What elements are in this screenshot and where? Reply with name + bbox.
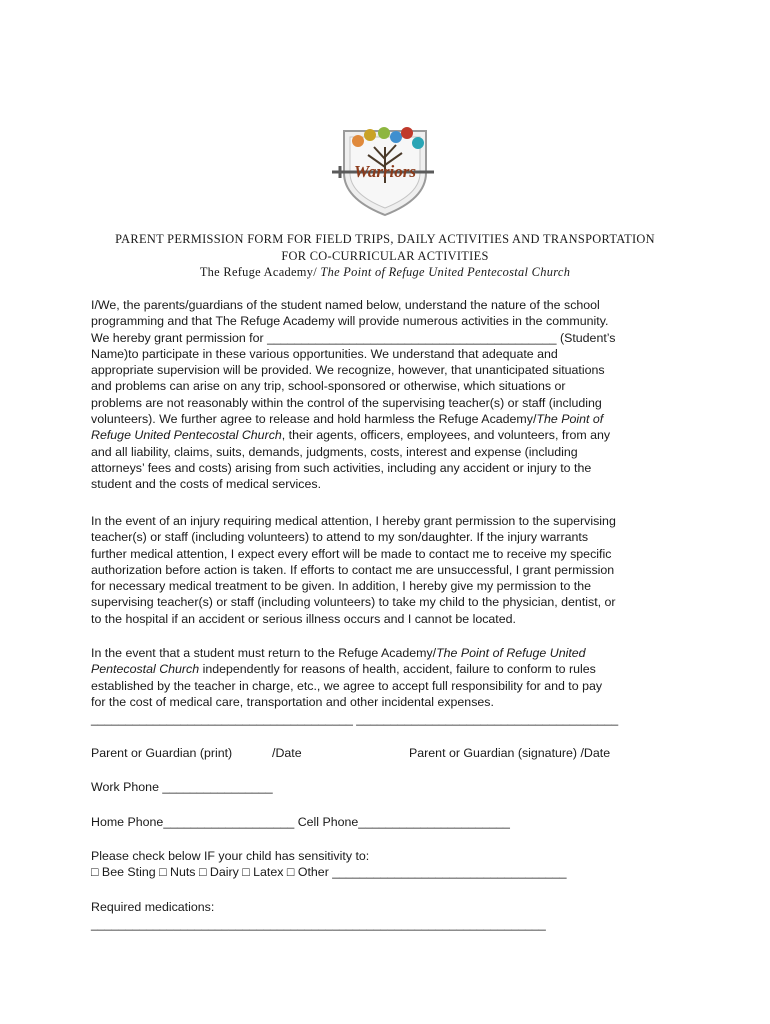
text-line [91, 645, 691, 661]
return-paragraph [91, 645, 691, 710]
form-title-line1: PARENT PERMISSION FORM FOR FIELD TRIPS, DAILY ACTIVITIES AND TRANSPORTATION [115, 232, 655, 246]
medications-line[interactable]: __________________________________________________________________ [91, 917, 546, 931]
text-line: and all liability, claims, suits, demands, judgments, costs, interest and expense (including [91, 444, 578, 459]
text-line: further medical attention, I expect every effort will be made to contact me to receive my specific [91, 546, 612, 561]
text-line: attorneys’ fees and costs) arising from such activities, including any accident or injury to the [91, 460, 592, 475]
text-span: In the event that a student must return to the Refuge Academy/ [91, 646, 437, 660]
guardian-print-date-label: /Date [272, 746, 302, 760]
text-line [91, 661, 691, 677]
text-span: independently for reasons of health, accident, failure to conform to rules [199, 662, 596, 677]
permission-paragraph [91, 297, 691, 493]
form-title-line2: FOR CO-CURRICULAR ACTIVITIES [281, 249, 489, 263]
text-line: supervising teacher(s) or staff (including volunteers) to take my child to the physician, dentist, or [91, 595, 616, 610]
home-cell-phone-field[interactable]: Home Phone___________________ Cell Phone______________________ [91, 815, 510, 829]
church-name-italic: Pentecostal Church [91, 662, 200, 677]
text-line: problems are not reasonably within the control of the supervising teacher(s) or staff (including [91, 395, 602, 410]
letter-dot-f [378, 127, 390, 139]
text-line: teacher(s) or staff (including volunteers) to attend to my son/daughter. If the injury warrants [91, 530, 589, 545]
refuge-warriors-logo [330, 125, 440, 217]
medical-paragraph [91, 513, 691, 627]
text-line: student and the costs of medical services. [91, 477, 322, 492]
signature-lines[interactable]: ______________________________________ ______________________________________ [91, 712, 619, 726]
sensitivity-checkboxes[interactable]: □ Bee Sting □ Nuts □ Dairy □ Latex □ Other __________________________________ [91, 865, 567, 879]
church-name-italic: Refuge United Pentecostal Church [91, 428, 282, 443]
text-span: , their agents, officers, employees, and volunteers, from any [281, 428, 611, 443]
text-line: authorization before action is taken. If efforts to contact me are unsuccessful, I grant permission [91, 562, 615, 577]
text-line [91, 427, 691, 443]
text-line: appropriate supervision will be provided. We recognize, however, that unanticipated situations [91, 363, 605, 378]
work-phone-field[interactable]: Work Phone ________________ [91, 780, 273, 794]
text-line: programming and that The Refuge Academy will provide numerous activities in the community. [91, 314, 609, 329]
guardian-signature-label: Parent or Guardian (signature) /Date [409, 746, 611, 760]
medications-label: Required medications: [91, 900, 215, 914]
letter-dot-g [401, 127, 413, 139]
sensitivity-prompt: Please check below IF your child has sensitivity to: [91, 849, 370, 863]
letter-dot-u [390, 131, 402, 143]
text-line: and problems can arise on any trip, school-sponsored or otherwise, which situations or [91, 379, 566, 394]
subtitle-academy: The Refuge Academy/ [199, 265, 321, 279]
text-line: I/We, the parents/guardians of the student named below, understand the nature of the school [91, 298, 600, 312]
text-line: for the cost of medical care, transportation and other incidental expenses. [91, 694, 494, 709]
text-line [91, 411, 691, 427]
form-subtitle [0, 265, 770, 280]
letter-dot-e [364, 129, 376, 141]
warriors-wordmark: Warriors [353, 162, 417, 181]
letter-dot-e2 [412, 137, 424, 149]
letter-dot-r [352, 135, 364, 147]
church-name-italic: The Point of [536, 412, 604, 427]
church-name-italic: The Point of Refuge United [436, 646, 586, 660]
text-line: to the hospital if an accident or serious illness occurs and I cannot be located. [91, 611, 516, 626]
text-line: established by the teacher in charge, etc., we agree to accept full responsibility for and to pay [91, 678, 603, 693]
text-span: volunteers). We further agree to release and hold harmless the Refuge Academy/ [91, 412, 537, 427]
guardian-print-label: Parent or Guardian (print) [91, 746, 233, 760]
text-line: for necessary medical treatment to be given. In addition, I hereby give my permission to the [91, 579, 592, 594]
text-line: Name)to participate in these various opportunities. We understand that adequate and [91, 346, 558, 361]
subtitle-church: The Point of Refuge United Pentecostal Church [320, 265, 571, 279]
student-name-line: We hereby grant permission for __________________________________________ (Student’s [91, 330, 616, 345]
text-line: In the event of an injury requiring medical attention, I hereby grant permission to the supervising [91, 514, 616, 528]
